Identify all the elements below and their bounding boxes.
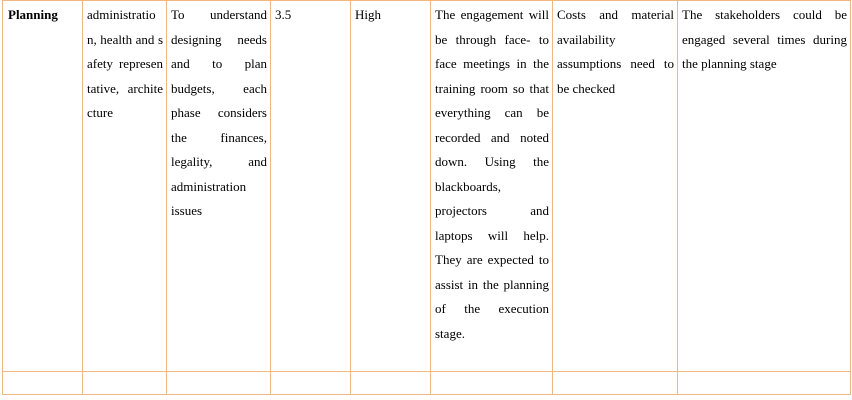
frequency-cell: The stakeholders could be engaged several times during the planning stage — [678, 1, 851, 372]
table-row — [3, 1, 851, 372]
phase-cell: Planning — [3, 1, 83, 372]
priority-cell: High — [351, 1, 431, 372]
empty-cell — [3, 372, 83, 395]
empty-cell — [431, 372, 553, 395]
empty-cell — [678, 372, 851, 395]
empty-cell — [351, 372, 431, 395]
empty-cell — [83, 372, 167, 395]
engagement-cell: The engagement will be through face- to face meetings in the training room so that everything can be recorded and noted down. Using the blackboards, projectors and laptops will help. They are expected to assist in the planning of the execution stage. — [431, 1, 553, 372]
table-row — [3, 372, 851, 395]
empty-cell — [271, 372, 351, 395]
stakeholder-table-wrapper — [2, 0, 850, 398]
stakeholders-cell: administration, health and safety representative, architecture — [83, 1, 167, 372]
stakeholder-engagement-table — [2, 0, 851, 395]
interest-cell: To understand designing needs and to plan budgets, each phase considers the finances, legality, and administration issues — [167, 1, 271, 372]
empty-cell — [167, 372, 271, 395]
constraints-cell: Costs and material availability assumptions need to be checked — [553, 1, 678, 372]
rating-cell: 3.5 — [271, 1, 351, 372]
empty-cell — [553, 372, 678, 395]
